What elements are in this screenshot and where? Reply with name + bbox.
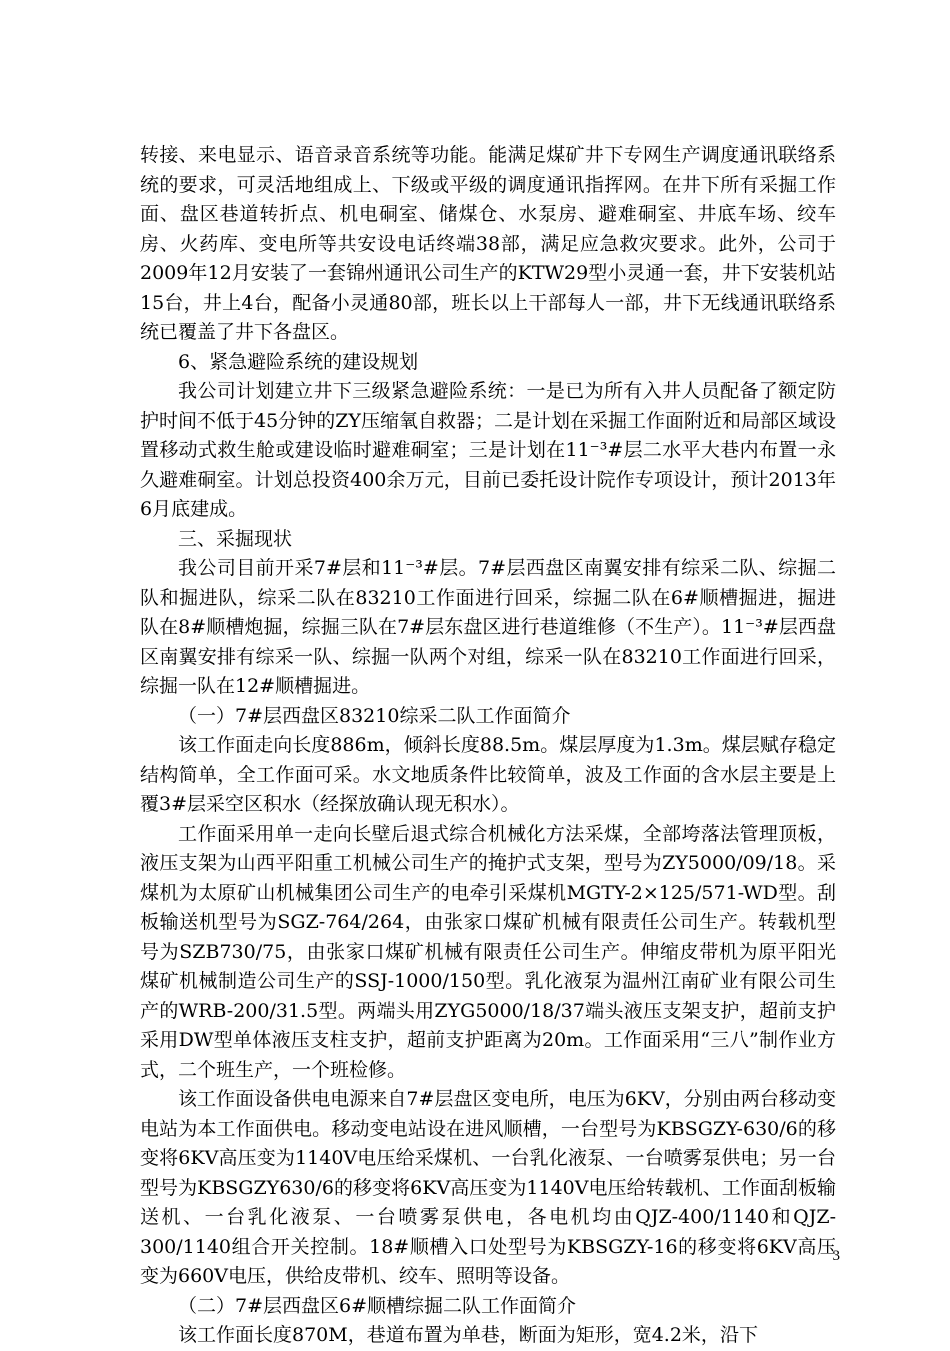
paragraph-workface-6-gateway: 该工作面长度870M，巷道布置为单巷，断面为矩形，宽4.2米，沿下 xyxy=(178,1324,758,1346)
paragraph-communication-system: 转接、来电显示、语音录音系统等功能。能满足煤矿井下专网生产调度通讯联络系统的要求，可灵活地组成上、下级或平级的调度通讯指挥网。在井下所有采掘工作面、盘区巷道转折点、机电硐室、储煤仓、水泵房、避难硐室、井底车场、绞车房、火药库、变电所等共安设电话终端38部，满足应急救灾要求。此外，公司于2009年12月安装了一套锦州通讯公司生产的KTW29型小灵通一套，井下安装机站15台，井上4台，配备小灵通80部，班长以上干部每人一部，井下无线通讯联络系统已覆盖了井下各盘区。 xyxy=(140,144,836,343)
heading-mining-status: 三、采掘现状 xyxy=(178,527,293,550)
paragraph-mining-status: 我公司目前开采7#层和11⁻³#层。7#层西盘区南翼安排有综采二队、综掘二队和掘进队，综采二队在83210工作面进行回采，综掘二队在6#顺槽掘进，掘进队在8#顺槽炮掘，综掘三队在7#层东盘区进行巷道维修（不生产）。11⁻³#层西盘区南翼安排有综采一队、综掘一队两个对组，综采一队在83210工作面进行回采，综掘一队在12#顺槽掘进。 xyxy=(140,557,836,697)
paragraph-workface-geology: 该工作面走向长度886m，倾斜长度88.5m。煤层厚度为1.3m。煤层赋存稳定结构简单，全工作面可采。水文地质条件比较简单，波及工作面的含水层主要是上覆3#层采空区积水（经探放确认现无积水）。 xyxy=(140,734,836,815)
heading-workface-6-gateway: （二）7#层西盘区6#顺槽综掘二队工作面简介 xyxy=(178,1294,577,1317)
page-number: 3 xyxy=(832,1248,840,1264)
document-body xyxy=(140,141,836,1351)
paragraph-emergency-refuge: 我公司计划建立井下三级紧急避险系统：一是已为所有入井人员配备了额定防护时间不低于45分钟的ZY压缩氧自救器；二是计划在采掘工作面附近和局部区域设置移动式救生舱或建设临时避难硐室；三是计划在11⁻³#层二水平大巷内布置一永久避难硐室。计划总投资400余万元，目前已委托设计院作专项设计，预计2013年6月底建成。 xyxy=(140,380,836,520)
paragraph-workface-equipment: 工作面采用单一走向长壁后退式综合机械化方法采煤，全部垮落法管理顶板，液压支架为山西平阳重工机械公司生产的掩护式支架，型号为ZY5000/09/18。采煤机为太原矿山机械集团公司生产的电牵引采煤机MGTY-2×125/571-WD型。刮板输送机型号为SGZ-764/264，由张家口煤矿机械有限责任公司生产。转载机型号为SZB730/75，由张家口煤矿机械有限责任公司生产。伸缩皮带机为原平阳光煤矿机械制造公司生产的SSJ-1000/150型。乳化液泵为温州江南矿业有限公司生产的WRB-200/31.5型。两端头用ZYG5000/18/37端头液压支架支护，超前支护采用DW型单体液压支柱支护，超前支护距离为20m。工作面采用“三八”制作业方式，二个班生产，一个班检修。 xyxy=(140,822,836,1081)
heading-emergency-refuge-plan: 6、紧急避险系统的建设规划 xyxy=(178,350,419,373)
paragraph-workface-power: 该工作面设备供电电源来自7#层盘区变电所，电压为6KV，分别由两台移动变电站为本工作面供电。移动变电站设在进风顺槽，一台型号为KBSGZY-630/6的移变将6KV高压变为1140V电压给采煤机、一台乳化液泵、一台喷雾泵供电；另一台型号为KBSGZY630/6的移变将6KV高压变为1140V电压给转载机、工作面刮板输送机、一台乳化液泵、一台喷雾泵供电，各电机均由QJZ-400/1140和QJZ-300/1140组合开关控制。18#顺槽入口处型号为KBSGZY-16的移变将6KV高压变为660V电压，供给皮带机、绞车、照明等设备。 xyxy=(140,1088,836,1287)
heading-workface-83210: （一）7#层西盘区83210综采二队工作面简介 xyxy=(178,704,571,727)
